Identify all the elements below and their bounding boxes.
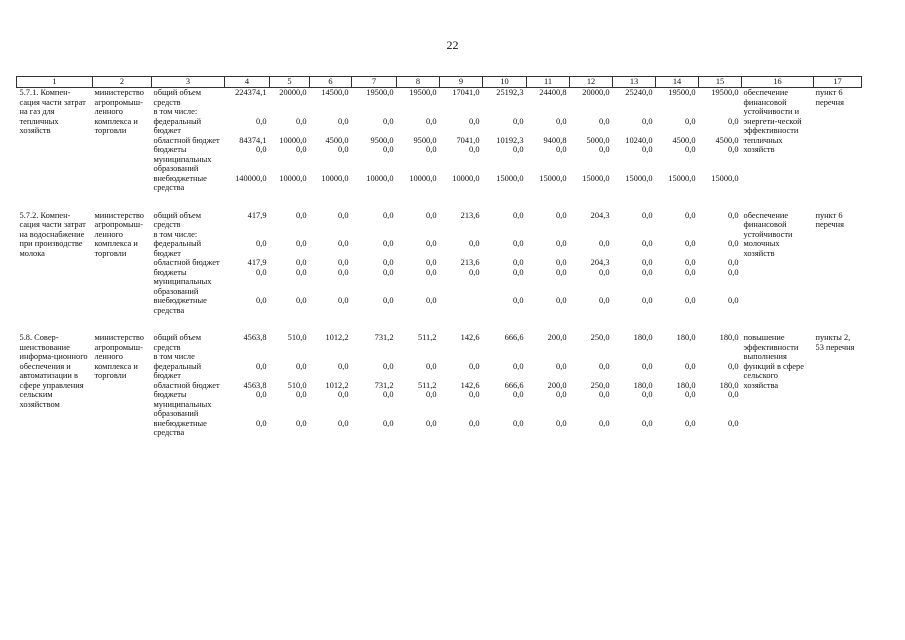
- value-cell: [699, 230, 742, 240]
- value-cell: [527, 230, 570, 240]
- value-cell: 0,0: [383, 210, 394, 220]
- value-cell: 0,0: [728, 239, 739, 248]
- funding-source-label: общий объем средств: [153, 210, 202, 229]
- value-cell: 0,0: [728, 116, 739, 126]
- table-row: [17, 211, 862, 230]
- value-cell: [656, 107, 699, 117]
- funding-source-label: внебюджетные средства: [153, 173, 207, 192]
- funding-source-label: общий объем средств: [153, 88, 202, 107]
- value-cell: 0,0: [728, 145, 739, 154]
- value-cell: 0,0: [642, 418, 653, 428]
- funding-source-label: бюджеты муниципальных образований: [153, 267, 212, 296]
- value-cell: 0,0: [296, 390, 307, 399]
- value-cell: 9500,0: [413, 135, 437, 145]
- value-cell: 0,0: [599, 390, 610, 399]
- value-cell: 9500,0: [370, 135, 394, 145]
- value-cell: 0,0: [426, 361, 437, 371]
- value-cell: 0,0: [513, 258, 524, 267]
- funding-source-label: федеральный бюджет: [153, 116, 202, 135]
- value-cell: 0,0: [338, 239, 349, 248]
- value-cell: 10000,0: [409, 173, 437, 183]
- header-cell: 17: [814, 77, 862, 88]
- value-cell: 0,0: [296, 116, 307, 126]
- value-cell: 0,0: [642, 116, 653, 126]
- value-cell: 0,0: [469, 267, 480, 277]
- value-cell: 213,6: [460, 210, 480, 220]
- value-cell: 0,0: [599, 116, 610, 126]
- value-cell: 0,0: [338, 145, 349, 154]
- value-cell: 0,0: [556, 145, 567, 154]
- value-cell: 142,6: [460, 380, 480, 390]
- value-cell: 0,0: [556, 210, 567, 220]
- value-cell: 0,0: [296, 239, 307, 248]
- value-cell: 0,0: [426, 239, 437, 248]
- value-cell: [613, 107, 656, 117]
- value-cell: 0,0: [256, 267, 267, 277]
- value-cell: 15000,0: [496, 173, 524, 183]
- value-cell: [270, 230, 310, 240]
- header-cell: 13: [613, 77, 656, 88]
- section-name: 5.7.1. Компен-сация части затрат на газ для тепличных хозяйств: [19, 88, 86, 135]
- value-cell: 0,0: [256, 116, 267, 126]
- section-reference: пункт 6 перечня: [815, 210, 844, 229]
- value-cell: 0,0: [642, 239, 653, 248]
- value-cell: 4563,8: [243, 333, 267, 342]
- value-cell: 0,0: [599, 296, 610, 305]
- value-cell: 417,9: [247, 210, 267, 220]
- header-cell: 9: [440, 77, 483, 88]
- value-cell: 0,0: [426, 390, 437, 399]
- value-cell: 4500,0: [672, 135, 696, 145]
- value-cell: 204,3: [590, 258, 610, 267]
- value-cell: [352, 352, 397, 362]
- value-cell: 15000,0: [711, 173, 739, 183]
- value-cell: 0,0: [642, 145, 653, 154]
- header-cell: 7: [352, 77, 397, 88]
- table-body: [17, 88, 862, 438]
- value-cell: 0,0: [256, 296, 267, 305]
- value-cell: [570, 352, 613, 362]
- funding-source-label: областной бюджет: [153, 258, 220, 267]
- value-cell: 0,0: [728, 210, 739, 220]
- table-row: [17, 88, 862, 108]
- table-row: [17, 333, 862, 352]
- value-cell: 0,0: [513, 390, 524, 399]
- value-cell: [656, 230, 699, 240]
- value-cell: 19500,0: [668, 88, 696, 97]
- value-cell: [397, 230, 440, 240]
- value-cell: 0,0: [383, 239, 394, 248]
- section-name: 5.8. Совер-шенствование информа-ционного обеспечения и автоматизации в сфере управления сельским хозяйством: [19, 333, 88, 409]
- value-cell: 4563,8: [243, 380, 267, 390]
- value-cell: 0,0: [383, 418, 394, 428]
- value-cell: 0,0: [383, 145, 394, 154]
- value-cell: 0,0: [338, 267, 349, 277]
- value-cell: 0,0: [296, 418, 307, 428]
- header-cell: 1: [17, 77, 93, 88]
- value-cell: 10192,3: [496, 135, 524, 145]
- value-cell: 731,2: [374, 333, 394, 342]
- value-cell: [270, 352, 310, 362]
- value-cell: 0,0: [513, 361, 524, 371]
- value-cell: 84374,1: [239, 135, 267, 145]
- funding-source-label: в том числе: [153, 352, 195, 361]
- value-cell: 15000,0: [582, 173, 610, 183]
- value-cell: 20000,0: [582, 88, 610, 97]
- value-cell: 0,0: [256, 418, 267, 428]
- value-cell: 0,0: [556, 390, 567, 399]
- value-cell: 142,6: [460, 333, 480, 342]
- value-cell: 0,0: [513, 296, 524, 305]
- value-cell: [483, 230, 527, 240]
- value-cell: 4500,0: [715, 135, 739, 145]
- header-cell: 4: [225, 77, 270, 88]
- value-cell: 0,0: [685, 239, 696, 248]
- budget-table: [16, 76, 862, 438]
- value-cell: 0,0: [685, 258, 696, 267]
- value-cell: 0,0: [642, 258, 653, 267]
- value-cell: [483, 107, 527, 117]
- value-cell: [699, 107, 742, 117]
- value-cell: 0,0: [728, 267, 739, 277]
- value-cell: 19500,0: [366, 88, 394, 97]
- value-cell: 0,0: [338, 361, 349, 371]
- value-cell: 0,0: [469, 116, 480, 126]
- value-cell: 25240,0: [625, 88, 653, 97]
- value-cell: 0,0: [685, 296, 696, 305]
- value-cell: 0,0: [469, 239, 480, 248]
- funding-source-label: федеральный бюджет: [153, 361, 202, 380]
- value-cell: [527, 352, 570, 362]
- value-cell: 0,0: [296, 296, 307, 305]
- value-cell: 0,0: [383, 296, 394, 305]
- value-cell: 0,0: [296, 145, 307, 154]
- section-spacer: [17, 315, 862, 333]
- value-cell: [310, 107, 352, 117]
- funding-source-label: в том числе:: [153, 107, 198, 116]
- value-cell: 15000,0: [625, 173, 653, 183]
- value-cell: 0,0: [338, 116, 349, 126]
- value-cell: 0,0: [642, 296, 653, 305]
- value-cell: 0,0: [685, 418, 696, 428]
- value-cell: 0,0: [469, 418, 480, 428]
- value-cell: 0,0: [599, 361, 610, 371]
- value-cell: 0,0: [426, 210, 437, 220]
- value-cell: 14500,0: [321, 88, 349, 97]
- value-cell: 0,0: [469, 145, 480, 154]
- value-cell: 7041,0: [456, 135, 480, 145]
- value-cell: 0,0: [426, 116, 437, 126]
- value-cell: 0,0: [513, 239, 524, 248]
- value-cell: 0,0: [642, 267, 653, 277]
- funding-source-label: областной бюджет: [153, 135, 220, 145]
- header-cell: 12: [570, 77, 613, 88]
- value-cell: [440, 107, 483, 117]
- value-cell: 0,0: [556, 296, 567, 305]
- value-cell: 0,0: [296, 267, 307, 277]
- value-cell: [440, 296, 483, 315]
- header-cell: 6: [310, 77, 352, 88]
- header-cell: 14: [656, 77, 699, 88]
- value-cell: 0,0: [296, 258, 307, 267]
- section-name: 5.7.2. Компен-сация части затрат на водоснабжение при производстве молока: [19, 210, 86, 258]
- value-cell: 0,0: [426, 267, 437, 277]
- funding-source-label: бюджеты муниципальных образований: [153, 145, 212, 173]
- value-cell: [570, 230, 613, 240]
- value-cell: 0,0: [556, 239, 567, 248]
- value-cell: 0,0: [599, 239, 610, 248]
- value-cell: 15000,0: [539, 173, 567, 183]
- value-cell: 0,0: [685, 116, 696, 126]
- value-cell: [483, 352, 527, 362]
- value-cell: 0,0: [338, 296, 349, 305]
- value-cell: 0,0: [513, 267, 524, 277]
- value-cell: 17041,0: [452, 88, 480, 97]
- value-cell: 9400,8: [543, 135, 567, 145]
- section-executor: министерство агропромыш-ленного комплекса и торговли: [94, 333, 144, 380]
- value-cell: [440, 352, 483, 362]
- value-cell: 19500,0: [409, 88, 437, 97]
- value-cell: 0,0: [256, 361, 267, 371]
- value-cell: 180,0: [719, 333, 739, 342]
- value-cell: 224374,1: [235, 88, 267, 97]
- funding-source-label: областной бюджет: [153, 380, 220, 390]
- value-cell: 204,3: [590, 210, 610, 220]
- section-goal: обеспечение финансовой устойчивости молочных хозяйств: [743, 210, 793, 258]
- value-cell: 0,0: [513, 418, 524, 428]
- value-cell: 10000,0: [321, 173, 349, 183]
- value-cell: 0,0: [642, 390, 653, 399]
- value-cell: 0,0: [599, 145, 610, 154]
- value-cell: 180,0: [633, 380, 653, 390]
- value-cell: [397, 352, 440, 362]
- value-cell: 0,0: [728, 296, 739, 305]
- value-cell: 0,0: [383, 258, 394, 267]
- value-cell: [270, 107, 310, 117]
- value-cell: 0,0: [338, 210, 349, 220]
- value-cell: 0,0: [426, 145, 437, 154]
- header-cell: 2: [93, 77, 152, 88]
- value-cell: 0,0: [296, 361, 307, 371]
- value-cell: 0,0: [728, 418, 739, 428]
- section-goal: повышение эффективности выполнения функций в сфере сельского хозяйства: [743, 333, 804, 390]
- header-cell: 11: [527, 77, 570, 88]
- section-spacer: [17, 193, 862, 211]
- value-cell: 200,0: [547, 380, 567, 390]
- value-cell: 180,0: [676, 333, 696, 342]
- value-cell: 0,0: [599, 418, 610, 428]
- value-cell: 4500,0: [325, 135, 349, 145]
- value-cell: 0,0: [383, 267, 394, 277]
- value-cell: 250,0: [590, 333, 610, 342]
- value-cell: 510,0: [287, 333, 307, 342]
- value-cell: 213,6: [460, 258, 480, 267]
- value-cell: [613, 352, 656, 362]
- value-cell: 0,0: [256, 239, 267, 248]
- value-cell: [527, 107, 570, 117]
- value-cell: 10000,0: [452, 173, 480, 183]
- value-cell: 0,0: [338, 390, 349, 399]
- value-cell: 0,0: [513, 145, 524, 154]
- value-cell: 0,0: [383, 116, 394, 126]
- value-cell: 1012,2: [325, 380, 349, 390]
- value-cell: 0,0: [469, 361, 480, 371]
- section-goal: обеспечение финансовой устойчивости и энергети-ческой эффективности тепличных хозяйств: [743, 88, 802, 154]
- value-cell: 0,0: [338, 418, 349, 428]
- value-cell: 140000,0: [235, 173, 267, 183]
- value-cell: 19500,0: [711, 88, 739, 97]
- value-cell: 0,0: [685, 390, 696, 399]
- value-cell: 180,0: [719, 380, 739, 390]
- value-cell: [225, 107, 270, 117]
- value-cell: 0,0: [426, 418, 437, 428]
- value-cell: [310, 230, 352, 240]
- value-cell: 510,0: [287, 380, 307, 390]
- value-cell: 10000,0: [279, 173, 307, 183]
- funding-source-label: в том числе:: [153, 229, 198, 239]
- value-cell: [352, 230, 397, 240]
- value-cell: 0,0: [296, 210, 307, 220]
- table-header: [17, 77, 862, 88]
- section-executor: министерство агропромыш-ленного комплекса и торговли: [94, 210, 144, 258]
- value-cell: 0,0: [383, 390, 394, 399]
- funding-source-label: бюджеты муниципальных образований: [153, 390, 212, 418]
- value-cell: 20000,0: [279, 88, 307, 97]
- value-cell: 0,0: [383, 361, 394, 371]
- section-reference: пункт 6 перечня: [815, 88, 844, 107]
- value-cell: 0,0: [642, 361, 653, 371]
- value-cell: 0,0: [685, 145, 696, 154]
- value-cell: 0,0: [685, 210, 696, 220]
- value-cell: 24400,8: [539, 88, 567, 97]
- value-cell: 180,0: [633, 333, 653, 342]
- value-cell: 0,0: [513, 116, 524, 126]
- value-cell: 511,2: [417, 333, 437, 342]
- value-cell: 0,0: [256, 145, 267, 154]
- value-cell: 0,0: [728, 390, 739, 399]
- value-cell: [310, 352, 352, 362]
- value-cell: 0,0: [728, 361, 739, 371]
- header-cell: 3: [152, 77, 225, 88]
- value-cell: [656, 352, 699, 362]
- value-cell: 5000,0: [586, 135, 610, 145]
- value-cell: 417,9: [247, 258, 267, 267]
- value-cell: [699, 352, 742, 362]
- value-cell: 1012,2: [325, 333, 349, 342]
- value-cell: 200,0: [547, 333, 567, 342]
- value-cell: 0,0: [685, 267, 696, 277]
- value-cell: 0,0: [728, 258, 739, 267]
- value-cell: 180,0: [676, 380, 696, 390]
- section-executor: министерство агропромыш-ленного комплекса и торговли: [94, 88, 144, 135]
- value-cell: [225, 352, 270, 362]
- value-cell: 0,0: [469, 390, 480, 399]
- value-cell: [570, 107, 613, 117]
- value-cell: 666,6: [504, 380, 524, 390]
- value-cell: 0,0: [426, 258, 437, 267]
- header-cell: 5: [270, 77, 310, 88]
- funding-source-label: внебюджетные средства: [153, 296, 207, 315]
- section-reference: пункты 2, 53 перечня: [815, 333, 855, 352]
- value-cell: 0,0: [556, 418, 567, 428]
- value-cell: 0,0: [685, 361, 696, 371]
- value-cell: 10000,0: [279, 135, 307, 145]
- value-cell: 0,0: [338, 258, 349, 267]
- value-cell: 0,0: [599, 267, 610, 277]
- value-cell: [613, 230, 656, 240]
- funding-source-label: внебюджетные средства: [153, 418, 207, 437]
- value-cell: 0,0: [642, 210, 653, 220]
- value-cell: 666,6: [504, 333, 524, 342]
- value-cell: 0,0: [556, 361, 567, 371]
- value-cell: [397, 107, 440, 117]
- funding-source-label: общий объем средств: [153, 333, 202, 352]
- header-cell: 16: [742, 77, 814, 88]
- value-cell: 0,0: [256, 390, 267, 399]
- page-number: 22: [446, 38, 459, 52]
- header-cell: 10: [483, 77, 527, 88]
- header-cell: 15: [699, 77, 742, 88]
- value-cell: 0,0: [426, 296, 437, 305]
- funding-source-label: федеральный бюджет: [153, 239, 202, 258]
- value-cell: [352, 107, 397, 117]
- value-cell: 10000,0: [366, 173, 394, 183]
- value-cell: 25192,3: [496, 88, 524, 97]
- value-cell: 731,2: [374, 380, 394, 390]
- value-cell: 0,0: [513, 210, 524, 220]
- value-cell: 0,0: [556, 267, 567, 277]
- value-cell: [225, 230, 270, 240]
- value-cell: 15000,0: [668, 173, 696, 183]
- value-cell: 250,0: [590, 380, 610, 390]
- header-cell: 8: [397, 77, 440, 88]
- value-cell: [440, 230, 483, 240]
- value-cell: 10240,0: [625, 135, 653, 145]
- value-cell: 0,0: [556, 116, 567, 126]
- value-cell: 0,0: [556, 258, 567, 267]
- value-cell: 511,2: [417, 380, 437, 390]
